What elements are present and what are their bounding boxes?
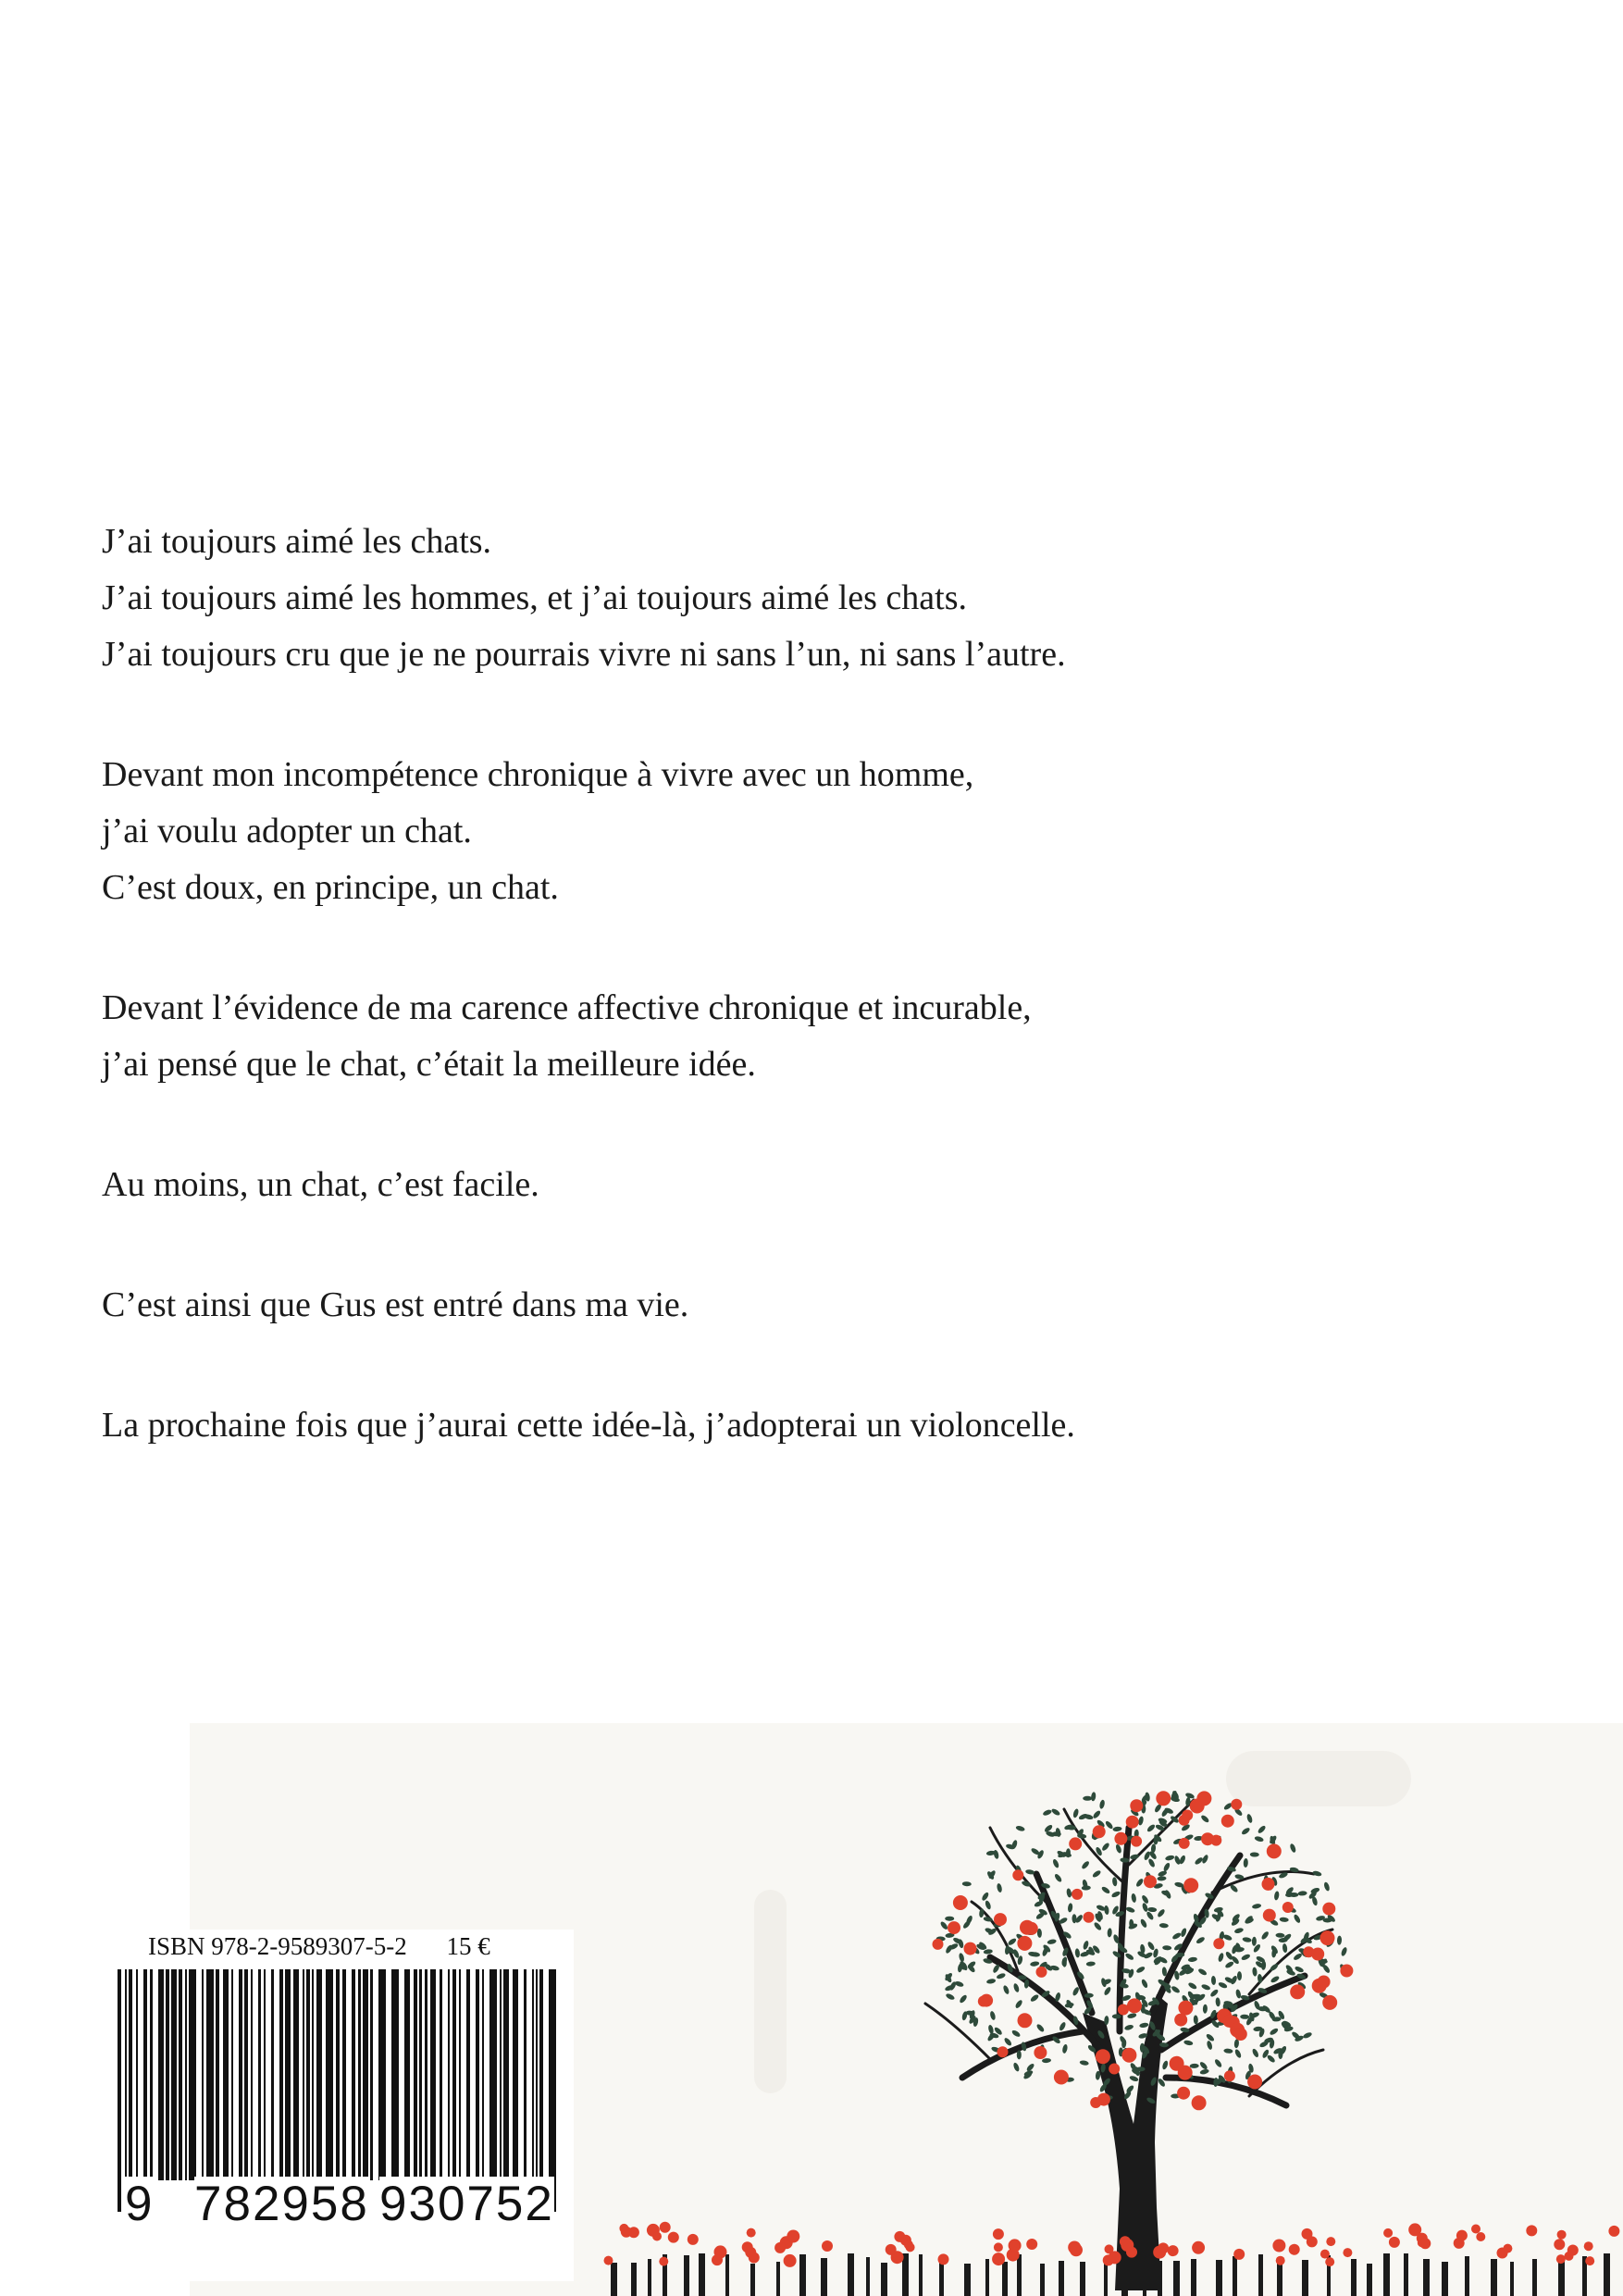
barcode-digits-left: 782958	[194, 2177, 369, 2231]
barcode-digits-right: 930752	[379, 2177, 554, 2231]
text-line: Au moins, un chat, c’est facile.	[102, 1165, 539, 1204]
barcode-digit-first: 9	[125, 2177, 155, 2231]
back-cover-text	[102, 514, 1490, 1518]
isbn-line	[148, 1932, 490, 1961]
barcode	[116, 1969, 560, 2212]
text-line: j’ai voulu adopter un chat.	[102, 812, 472, 850]
paragraph-3	[102, 980, 1490, 1093]
text-line: Devant mon incompétence chronique à vivre avec un homme,	[102, 755, 974, 794]
text-line: C’est doux, en principe, un chat.	[102, 868, 559, 907]
text-line: j’ai pensé que le chat, c’était la meilleure idée.	[102, 1045, 756, 1084]
isbn-number: ISBN 978-2-9589307-5-2	[148, 1932, 407, 1960]
text-line: C’est ainsi que Gus est entré dans ma vie.	[102, 1285, 689, 1324]
text-line: La prochaine fois que j’aurai cette idée-là, j’adopterai un violoncelle.	[102, 1406, 1075, 1445]
text-line: J’ai toujours aimé les chats.	[102, 522, 492, 561]
tree-illustration	[601, 1772, 1623, 2296]
text-line: Devant l’évidence de ma carence affective chronique et incurable,	[102, 988, 1032, 1027]
tree-icon	[604, 1790, 1620, 2296]
paragraph-5	[102, 1277, 1490, 1334]
paragraph-1	[102, 514, 1490, 683]
price-label: 15 €	[446, 1932, 490, 1960]
text-line: J’ai toujours cru que je ne pourrais vivre ni sans l’un, ni sans l’autre.	[102, 635, 1066, 674]
text-line: J’ai toujours aimé les hommes, et j’ai toujours aimé les chats.	[102, 578, 968, 617]
paragraph-4	[102, 1157, 1490, 1213]
paragraph-2	[102, 747, 1490, 916]
paragraph-6	[102, 1397, 1490, 1454]
